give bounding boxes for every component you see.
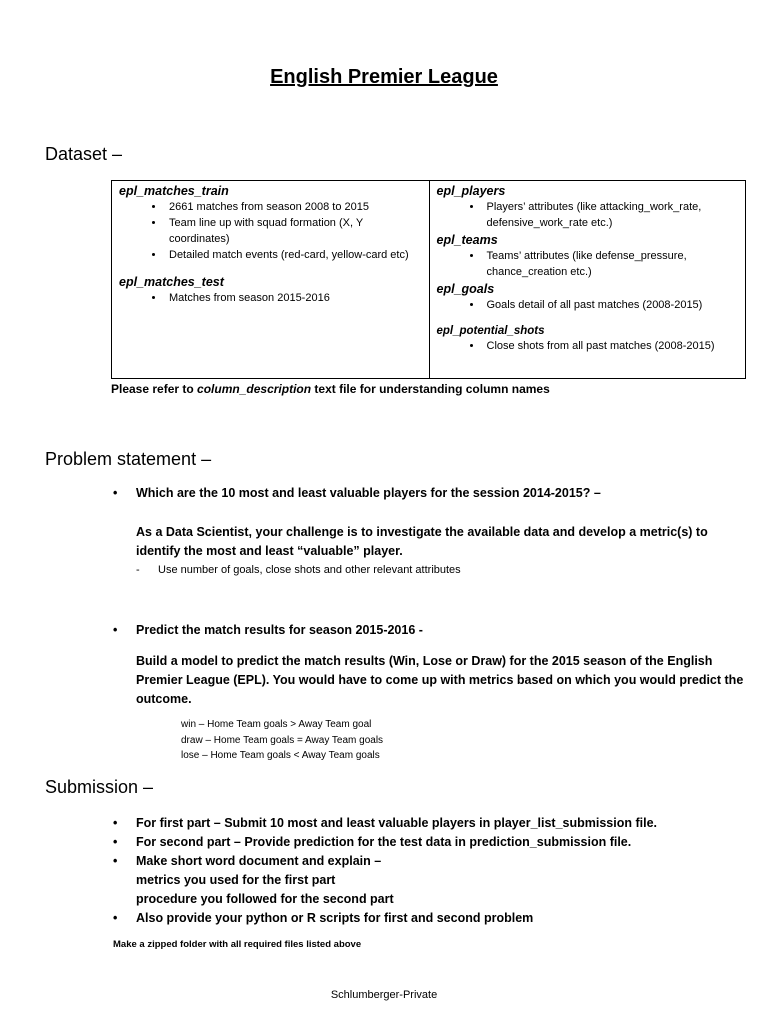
question-2-description: Build a model to predict the match results (Win, Lose or Draw) for the 2015 season of the English Premier League (EPL). You would have to come up with metrics based on which you would predict the outcome. [136, 654, 744, 706]
bullet-icon: • [113, 854, 118, 868]
dataset-details [437, 199, 740, 231]
list-item: • Detailed match events (red-card, yellow-card etc) [165, 247, 423, 263]
list-item: • Players’ attributes (like attacking_work_rate, defensive_work_rate etc.) [483, 199, 740, 231]
dash-icon: - [136, 564, 140, 576]
list-item: • 2661 matches from season 2008 to 2015 [165, 199, 423, 215]
list-item: • Team line up with squad formation (X, Y coordinates) [165, 215, 423, 247]
submission-heading: Submission – [45, 777, 154, 797]
dataset-details [437, 297, 740, 313]
note-prefix: Please refer to [111, 382, 198, 396]
submission-item-text: Make short word document and explain – [136, 854, 382, 868]
page-title: English Premier League [270, 66, 498, 88]
question-2-text: Predict the match results for season 2015-2016 - [136, 623, 423, 637]
question-1-text: Which are the 10 most and least valuable players for the session 2014-2015? – [136, 486, 601, 500]
outcome-definitions [181, 717, 383, 764]
outcome-lose: lose – Home Team goals < Away Team goals [181, 750, 380, 761]
submission-subitem-text: procedure you followed for the second part [136, 892, 394, 906]
dataset-heading: Dataset – [45, 144, 123, 164]
bullet-icon: • [113, 623, 118, 637]
dataset-table [111, 180, 746, 379]
bullet-icon: • [113, 816, 118, 830]
submission-item-text: For second part – Provide prediction for the test data in prediction_submission file. [136, 835, 632, 849]
dataset-details [437, 338, 740, 354]
note-suffix: text file for understanding column names [311, 382, 550, 396]
outcome-draw: draw – Home Team goals = Away Team goals [181, 734, 384, 746]
dataset-name: epl_goals [436, 282, 495, 296]
question-1-description: As a Data Scientist, your challenge is to investigate the available data and develop a metric(s) to identify the most and least “valuable” player. [136, 525, 708, 558]
dataset-column-left [112, 181, 429, 378]
list-item: • Matches from season 2015-2016 [165, 290, 423, 306]
bullet-icon: • [113, 911, 118, 925]
submission-item-text: Also provide your python or R scripts for first and second problem [136, 911, 534, 925]
dataset-name: epl_matches_train [119, 184, 229, 198]
dataset-column-right [429, 181, 746, 378]
submission-subitem-text: metrics you used for the first part [136, 873, 336, 887]
note-filename: column_description [197, 382, 312, 396]
zip-instruction: Make a zipped folder with all required files listed above [113, 939, 362, 950]
dataset-name: epl_teams [436, 233, 498, 247]
submission-item-text: For first part – Submit 10 most and least valuable players in player_list_submission file. [136, 816, 658, 830]
list-item: • Close shots from all past matches (2008-2015) [483, 338, 740, 354]
list-item: • Goals detail of all past matches (2008-2015) [483, 297, 740, 313]
outcome-win: win – Home Team goals > Away Team goal [181, 719, 372, 730]
problem-heading: Problem statement – [45, 449, 212, 469]
column-description-note [111, 382, 550, 396]
footer-classification: Schlumberger-Private [330, 989, 438, 1001]
dataset-name: epl_potential_shots [436, 325, 545, 337]
dataset-name: epl_matches_test [119, 275, 224, 289]
dataset-details [119, 199, 423, 263]
dataset-details [119, 290, 423, 306]
bullet-icon: • [113, 835, 118, 849]
bullet-icon: • [113, 486, 118, 500]
hint-text: Use number of goals, close shots and other relevant attributes [158, 564, 461, 576]
dataset-name: epl_players [436, 184, 506, 198]
list-item: • Teams’ attributes (like defense_pressure, chance_creation etc.) [483, 248, 740, 280]
dataset-details [437, 248, 740, 280]
